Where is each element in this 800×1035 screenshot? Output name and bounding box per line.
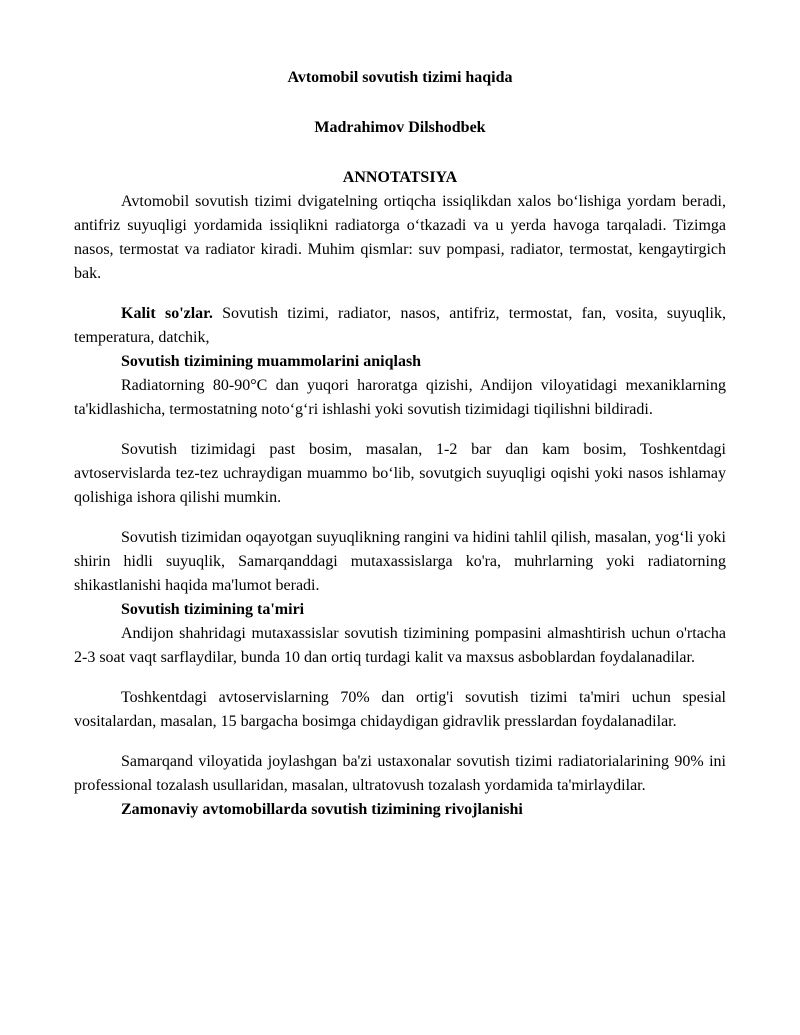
document-page bbox=[74, 0, 726, 822]
section-heading-modern: Zamonaviy avtomobillarda sovutish tizimining rivojlanishi bbox=[121, 801, 523, 818]
section-paragraph: Samarqand viloyatida joylashgan ba'zi ustaxonalar sovutish tizimi radiatorialarining 90% ini professional tozalash usullaridan, masalan, ultratovush tozalash yordamida ta'mirlaydilar. bbox=[74, 753, 726, 794]
section-paragraph: Sovutish tizimidan oqayotgan suyuqlikning rangini va hidini tahlil qilish, masalan, yog‘li yoki shirin hidli suyuqlik, Samarqanddagi mutaxassislarga ko'ra, muhrlarning yoki radiatorning shikastlanishi haqida ma'lumot beradi. bbox=[74, 529, 726, 594]
section-paragraph: Radiatorning 80-90°C dan yuqori haroratga qizishi, Andijon viloyatidagi mexaniklarning ta'kidlashicha, termostatning noto‘g‘ri ishlashi yoki sovutish tizimidagi tiqilishni bildiradi. bbox=[74, 377, 726, 418]
section-heading-repair: Sovutish tizimining ta'miri bbox=[121, 601, 305, 618]
keywords-text: Sovutish tizimi, radiator, nasos, antifriz, termostat, fan, vosita, suyuqlik, temperatura, datchik, bbox=[74, 305, 726, 346]
keywords-label: Kalit so'zlar. bbox=[121, 305, 213, 322]
document-title: Avtomobil sovutish tizimi haqida bbox=[287, 69, 513, 86]
section-paragraph: Andijon shahridagi mutaxassislar sovutish tizimining pompasini almashtirish uchun o'rtacha 2-3 soat vaqt sarflaydilar, bunda 10 dan ortiq turdagi kalit va maxsus asboblardan foydalanadilar. bbox=[74, 625, 726, 666]
section-paragraph: Sovutish tizimidagi past bosim, masalan, 1-2 bar dan kam bosim, Toshkentdagi avtoservislarda tez-tez uchraydigan muammo bo‘lib, sovutgich suyuqligi oqishi yoki nasos ishlamay qolishiga ishora qilishi mumkin. bbox=[74, 441, 726, 506]
annotation-paragraph: Avtomobil sovutish tizimi dvigatelning ortiqcha issiqlikdan xalos bo‘lishiga yordam beradi, antifriz suyuqligi yordamida issiqlikni radiatorga o‘tkazadi va u yerda havoga tarqaladi. Tizimga nasos, termostat va radiator kiradi. Muhim qismlar: suv pompasi, radiator, termostat, kengaytirgich bak. bbox=[74, 193, 726, 282]
section-paragraph: Toshkentdagi avtoservislarning 70% dan ortig'i sovutish tizimi ta'miri uchun spesial vositalardan, masalan, 15 bargacha bosimga chidaydigan gidravlik presslardan foydalanadilar. bbox=[74, 689, 726, 730]
document-author: Madrahimov Dilshodbek bbox=[314, 119, 486, 136]
keywords-paragraph bbox=[74, 302, 726, 350]
section-heading-diagnostics: Sovutish tizimining muammolarini aniqlash bbox=[121, 353, 422, 370]
annotation-heading: ANNOTATSIYA bbox=[342, 169, 458, 186]
